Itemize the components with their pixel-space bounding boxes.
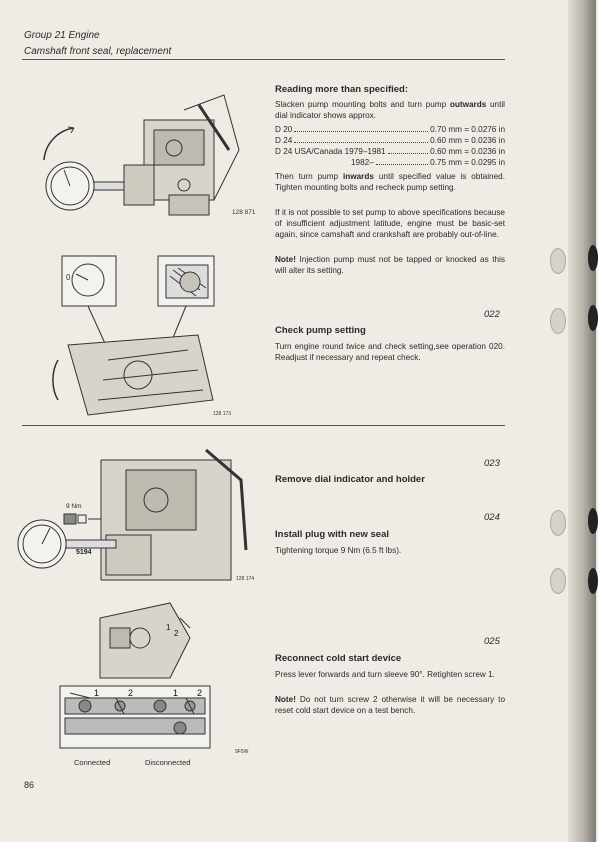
heading-check-pump: Check pump setting <box>275 325 366 336</box>
binder-hole-shadow <box>550 308 566 334</box>
binder-edge <box>568 0 596 842</box>
screw-label: 1 <box>173 688 179 698</box>
caption-disconnected: Disconnected <box>145 758 191 767</box>
spec-label: D 24 <box>275 136 293 145</box>
tool-number-label: 5194 <box>76 549 92 556</box>
binder-hole <box>588 305 598 331</box>
binder-hole <box>588 508 598 534</box>
binder-hole-shadow <box>550 510 566 536</box>
spec-label: D 20 <box>275 125 293 134</box>
text-span: Then turn pump <box>275 172 343 181</box>
screw-label: 2 <box>197 688 203 698</box>
para-check-pump: Turn engine round twice and check setting,see operation 020. Readjust if necessary and repeat check. <box>275 342 505 362</box>
spec-row <box>275 157 505 168</box>
binder-hole-shadow <box>550 248 566 274</box>
para-press-lever: Press lever forwards and turn sleeve 90°. Retighten screw 1. <box>275 670 495 679</box>
text-span: until specified value is obtained. Tighten mounting bolts and recheck pump setting. <box>275 172 505 192</box>
spec-value: 0.70 mm = 0.0276 in <box>430 125 505 134</box>
para-turn-inwards <box>275 171 505 193</box>
para-adjustment-latitude: If it is not possible to set pump to above specifications because of insufficient adjustment latitude, engine must be basic-set again, since camshaft and crankshaft are probably out-of-line. <box>275 208 505 239</box>
screw-label: 2 <box>174 629 179 638</box>
figure-engine-front-inset <box>48 250 248 418</box>
torque-label: 9 Nm <box>66 503 82 510</box>
figure-code: 128 174 <box>236 576 255 582</box>
figure-plug-install <box>6 440 255 585</box>
svg-text:0: 0 <box>66 273 71 282</box>
screw-label: 1 <box>166 623 171 632</box>
figure-code: 128 871 <box>232 209 256 216</box>
spec-row <box>275 135 505 146</box>
spec-value: 0.75 mm = 0.0295 in <box>430 158 505 167</box>
spec-value: 0.60 mm = 0.0236 in <box>430 136 505 145</box>
emphasis-outwards: outwards <box>449 100 487 109</box>
binder-hole <box>588 568 598 594</box>
text-span: Slacken pump mounting bolts and turn pump <box>275 100 450 109</box>
para-torque: Tightening torque 9 Nm (6.5 ft lbs). <box>275 546 402 555</box>
operation-number: 023 <box>484 458 500 469</box>
note-injection-pump <box>275 254 505 276</box>
figure-code: 128 173 <box>213 411 232 417</box>
text-span: Injection pump must not be tapped or knocked as this will alter its setting. <box>275 255 505 275</box>
note-screw-2 <box>275 694 505 716</box>
figure-code: 9F5W <box>235 749 249 755</box>
section-subtitle: Camshaft front seal, replacement <box>24 46 172 57</box>
figure-cold-start-device <box>60 598 250 758</box>
page-number: 86 <box>24 780 35 790</box>
emphasis-inwards: inwards <box>342 172 374 181</box>
spec-value: 0.60 mm = 0.0236 in <box>430 147 505 156</box>
spec-table <box>275 124 505 168</box>
operation-number: 022 <box>484 309 500 320</box>
para-slacken-pump <box>275 99 505 121</box>
binder-hole-shadow <box>550 568 566 594</box>
text-span: Do not turn screw 2 otherwise it will be necessary to reset cold start device on a test bench. <box>275 695 505 715</box>
heading-remove-indicator: Remove dial indicator and holder <box>275 474 425 485</box>
note-label: Note! <box>275 695 296 704</box>
section-group-title: Group 21 Engine <box>24 30 100 41</box>
spec-label: D 24 USA/Canada 1979–1981 <box>275 147 386 156</box>
note-label: Note! <box>275 255 296 264</box>
spec-row <box>275 146 505 157</box>
figure-dial-indicator-setup <box>24 90 256 220</box>
text-span: until dial indicator shows approx. <box>275 100 506 120</box>
operation-number: 024 <box>484 512 500 523</box>
screw-label: 2 <box>128 688 134 698</box>
spec-label: 1982– <box>351 158 374 167</box>
heading-reconnect-cold-start: Reconnect cold start device <box>275 653 402 664</box>
operation-number: 025 <box>484 636 500 647</box>
spec-row <box>275 124 505 135</box>
section-rule <box>22 425 505 426</box>
heading-reading-more: Reading more than specified: <box>275 84 409 95</box>
heading-install-plug: Install plug with new seal <box>275 529 390 540</box>
screw-label: 1 <box>94 688 100 698</box>
caption-connected: Connected <box>74 758 111 767</box>
binder-hole <box>588 245 598 271</box>
header-rule <box>22 59 505 60</box>
